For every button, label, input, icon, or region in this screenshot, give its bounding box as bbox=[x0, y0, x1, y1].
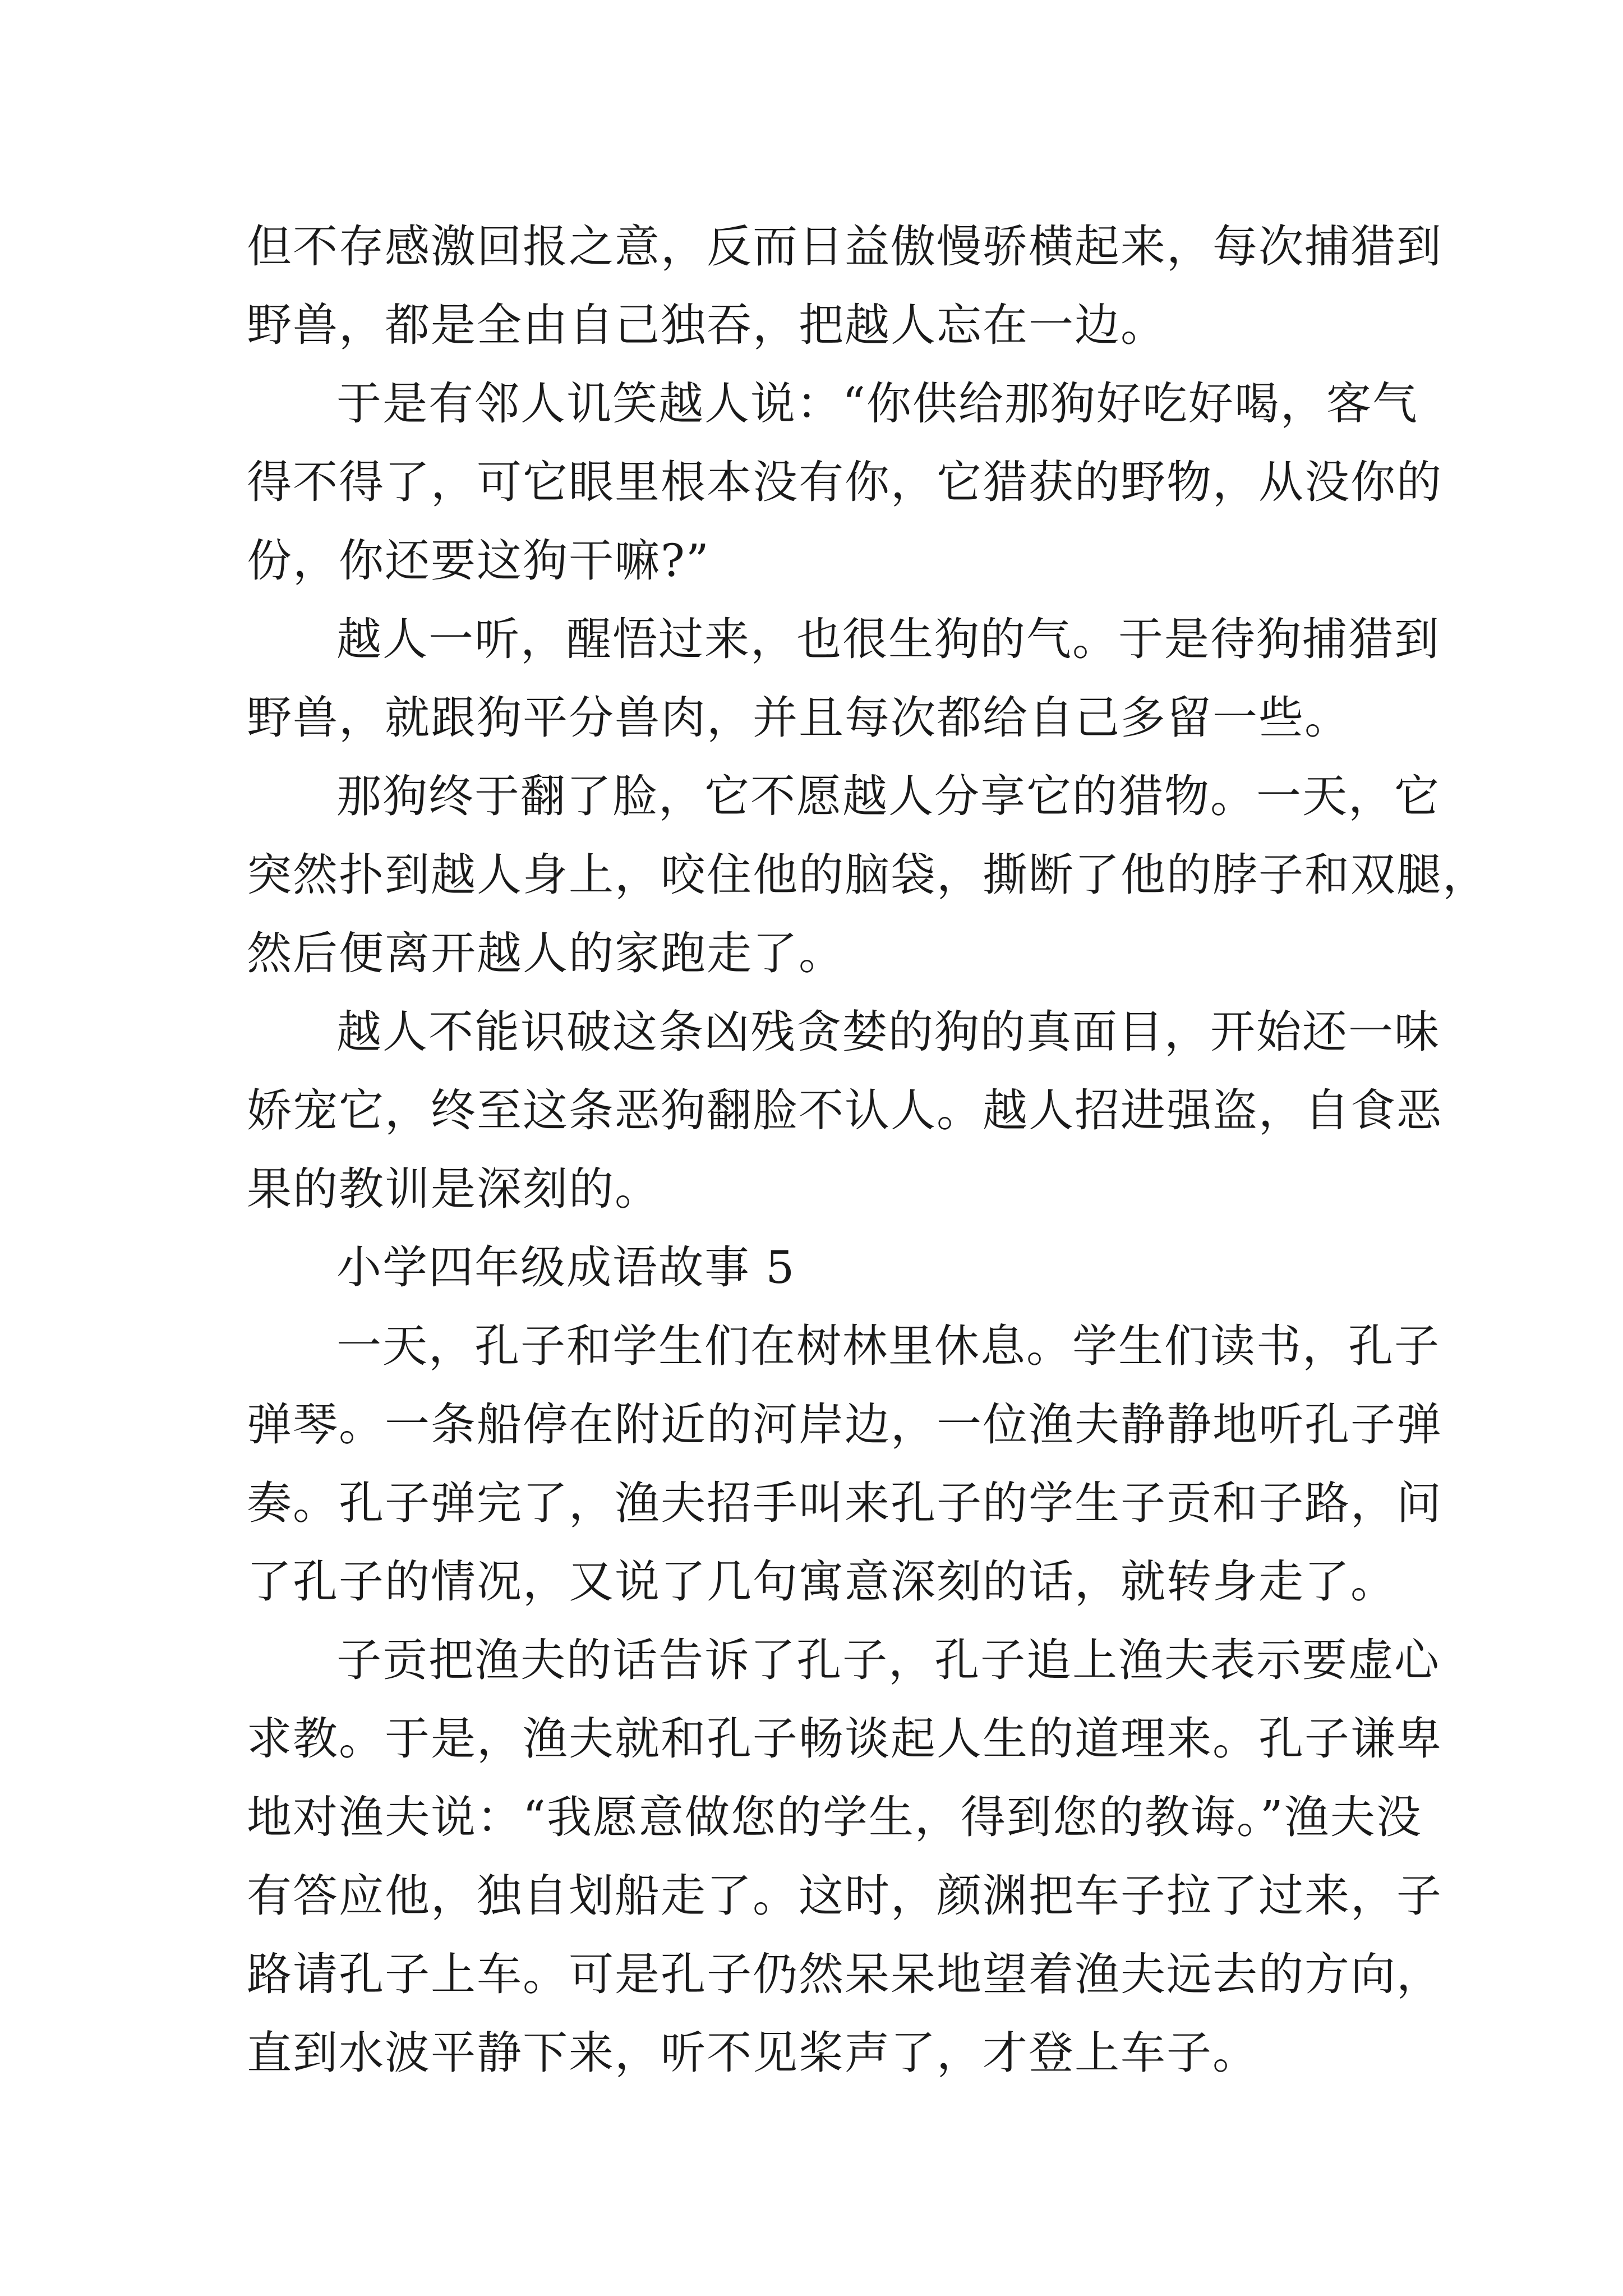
text-line: 野兽，就跟狗平分兽肉，并且每次都给自己多留一些。 bbox=[247, 692, 1350, 744]
text-line: 直到水波平静下来，听不见桨声了，才登上车子。 bbox=[247, 2027, 1258, 2079]
text-line: 子贡把渔夫的话告诉了孔子，孔子追上渔夫表示要虚心 bbox=[336, 1634, 1440, 1686]
paragraph-2 bbox=[247, 365, 1442, 600]
text-line: 奏。孔子弹完了，渔夫招手叫来孔子的学生子贡和子路，问 bbox=[247, 1477, 1442, 1529]
text-line: 地对渔夫说：“我愿意做您的学生，得到您的教诲。”渔夫没 bbox=[247, 1791, 1422, 1843]
text-line: 于是有邻人讥笑越人说：“你供给那狗好吃好喝，客气 bbox=[336, 378, 1418, 430]
text-line: 得不得了，可它眼里根本没有你，它猎获的野物，从没你的 bbox=[247, 456, 1442, 508]
text-line: 突然扑到越人身上，咬住他的脑袋，撕断了他的脖子和双腿， bbox=[247, 849, 1488, 901]
text-line: 一天，孔子和学生们在树林里休息。学生们读书，孔子 bbox=[336, 1320, 1440, 1372]
section-heading bbox=[247, 1228, 1391, 1307]
text-line: 越人一听，醒悟过来，也很生狗的气。于是待狗捕猎到 bbox=[336, 613, 1440, 665]
paragraph-1 bbox=[247, 208, 1442, 365]
text-line: 求教。于是，渔夫就和孔子畅谈起人生的道理来。孔子谦卑 bbox=[247, 1713, 1442, 1765]
text-line: 份，你还要这狗干嘛?” bbox=[247, 535, 710, 587]
text-line: 弹琴。一条船停在附近的河岸边，一位渔夫静静地听孔子弹 bbox=[247, 1398, 1442, 1451]
text-line: 那狗终于翻了脸，它不愿越人分享它的猎物。一天，它 bbox=[336, 770, 1440, 822]
text-line: 果的教训是深刻的。 bbox=[247, 1163, 661, 1215]
section-title: 小学四年级成语故事 5 bbox=[336, 1241, 796, 1294]
paragraph-4 bbox=[247, 757, 1488, 993]
paragraph-3 bbox=[247, 600, 1440, 757]
text-line: 但不存感激回报之意，反而日益傲慢骄横起来，每次捕猎到 bbox=[247, 220, 1442, 273]
text-line: 野兽，都是全由自己独吞，把越人忘在一边。 bbox=[247, 299, 1166, 351]
paragraph-8 bbox=[247, 1621, 1442, 2092]
text-line: 然后便离开越人的家跑走了。 bbox=[247, 927, 845, 979]
paragraph-5 bbox=[247, 993, 1442, 1228]
text-line: 娇宠它，终至这条恶狗翻脸不认人。越人招进强盗，自食恶 bbox=[247, 1084, 1442, 1137]
text-line: 路请孔子上车。可是孔子仍然呆呆地望着渔夫远去的方向， bbox=[247, 1948, 1442, 2000]
text-line: 越人不能识破这条凶残贪婪的狗的真面目，开始还一味 bbox=[336, 1006, 1440, 1058]
paragraph-7 bbox=[247, 1307, 1442, 1621]
text-line: 有答应他，独自划船走了。这时，颜渊把车子拉了过来，子 bbox=[247, 1870, 1442, 1922]
document-body bbox=[247, 208, 1488, 2092]
text-line: 了孔子的情况，又说了几句寓意深刻的话，就转身走了。 bbox=[247, 1556, 1396, 1608]
